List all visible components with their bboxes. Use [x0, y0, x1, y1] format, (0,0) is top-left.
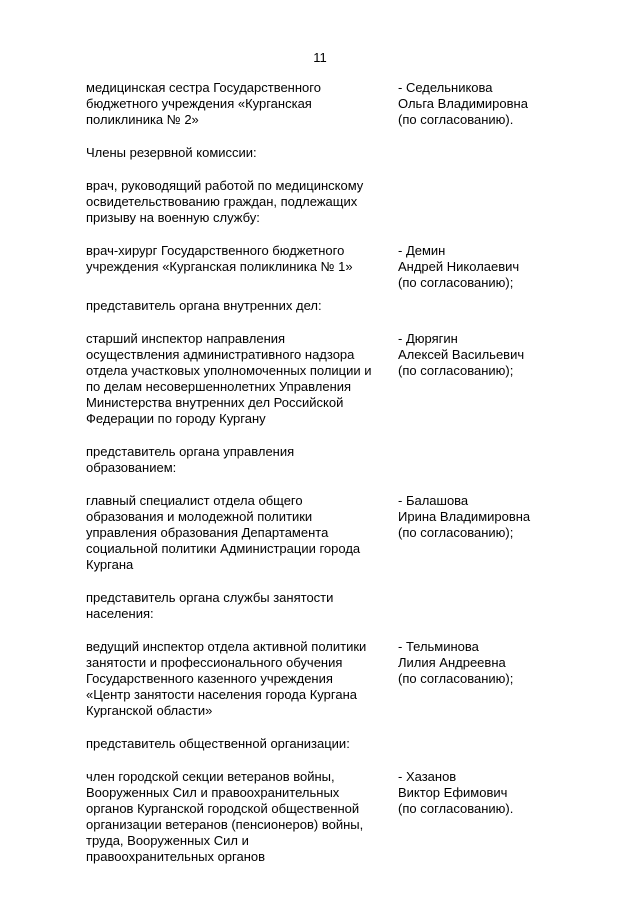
- section-heading: представитель общественной организации:: [86, 736, 350, 751]
- member-entry: [86, 639, 556, 719]
- member-entry: [86, 331, 556, 427]
- section-heading: представитель органа внутренних дел:: [86, 298, 322, 313]
- member-entry: [86, 243, 556, 291]
- member-person: - Хазанов Виктор Ефимович (по согласованию).: [398, 769, 514, 816]
- member-role: главный специалист отдела общего образования и молодежной политики управления образования Департамента социальной политики Администрации города Кургана: [86, 493, 361, 572]
- member-role: медицинская сестра Государственного бюджетного учреждения «Курганская поликлиника № 2»: [86, 80, 321, 127]
- page-number: 11: [313, 50, 327, 65]
- member-person: - Дюрягин Алексей Васильевич (по согласованию);: [398, 331, 525, 378]
- commission-list: [86, 80, 556, 865]
- section-heading: Члены резервной комиссии:: [86, 145, 257, 160]
- member-person: - Тельминова Лилия Андреевна (по согласованию);: [398, 639, 514, 686]
- member-role: ведущий инспектор отдела активной политики занятости и профессионального обучения Государственного казенного учреждения «Центр занятости населения города Кургана Курганской области»: [86, 639, 367, 718]
- member-entry: [86, 80, 556, 128]
- member-person: - Балашова Ирина Владимировна (по согласованию);: [398, 493, 531, 540]
- member-person: - Демин Андрей Николаевич (по согласованию);: [398, 243, 520, 290]
- member-role: старший инспектор направления осуществления административного надзора отдела участковых уполномоченных полиции и по делам несовершеннолетних Управления Министерства внутренних дел Российской Федерации по городу Кургану: [86, 331, 372, 426]
- member-role: врач-хирург Государственного бюджетного учреждения «Курганская поликлиника № 1»: [86, 243, 353, 274]
- member-role: член городской секции ветеранов войны, Вооруженных Сил и правоохранительных органов Курганской городской общественной организации ветеранов (пенсионеров) войны, труда, Вооруженных Сил и правоохранительных органов: [86, 769, 364, 864]
- section-heading: представитель органа управления образованием:: [86, 444, 295, 475]
- section-heading: врач, руководящий работой по медицинскому освидетельствованию граждан, подлежащих призыву на военную службу:: [86, 178, 364, 225]
- member-person: - Седельникова Ольга Владимировна (по согласованию).: [398, 80, 528, 127]
- member-entry: [86, 769, 556, 865]
- member-entry: [86, 493, 556, 573]
- section-heading: представитель органа службы занятости населения:: [86, 590, 334, 621]
